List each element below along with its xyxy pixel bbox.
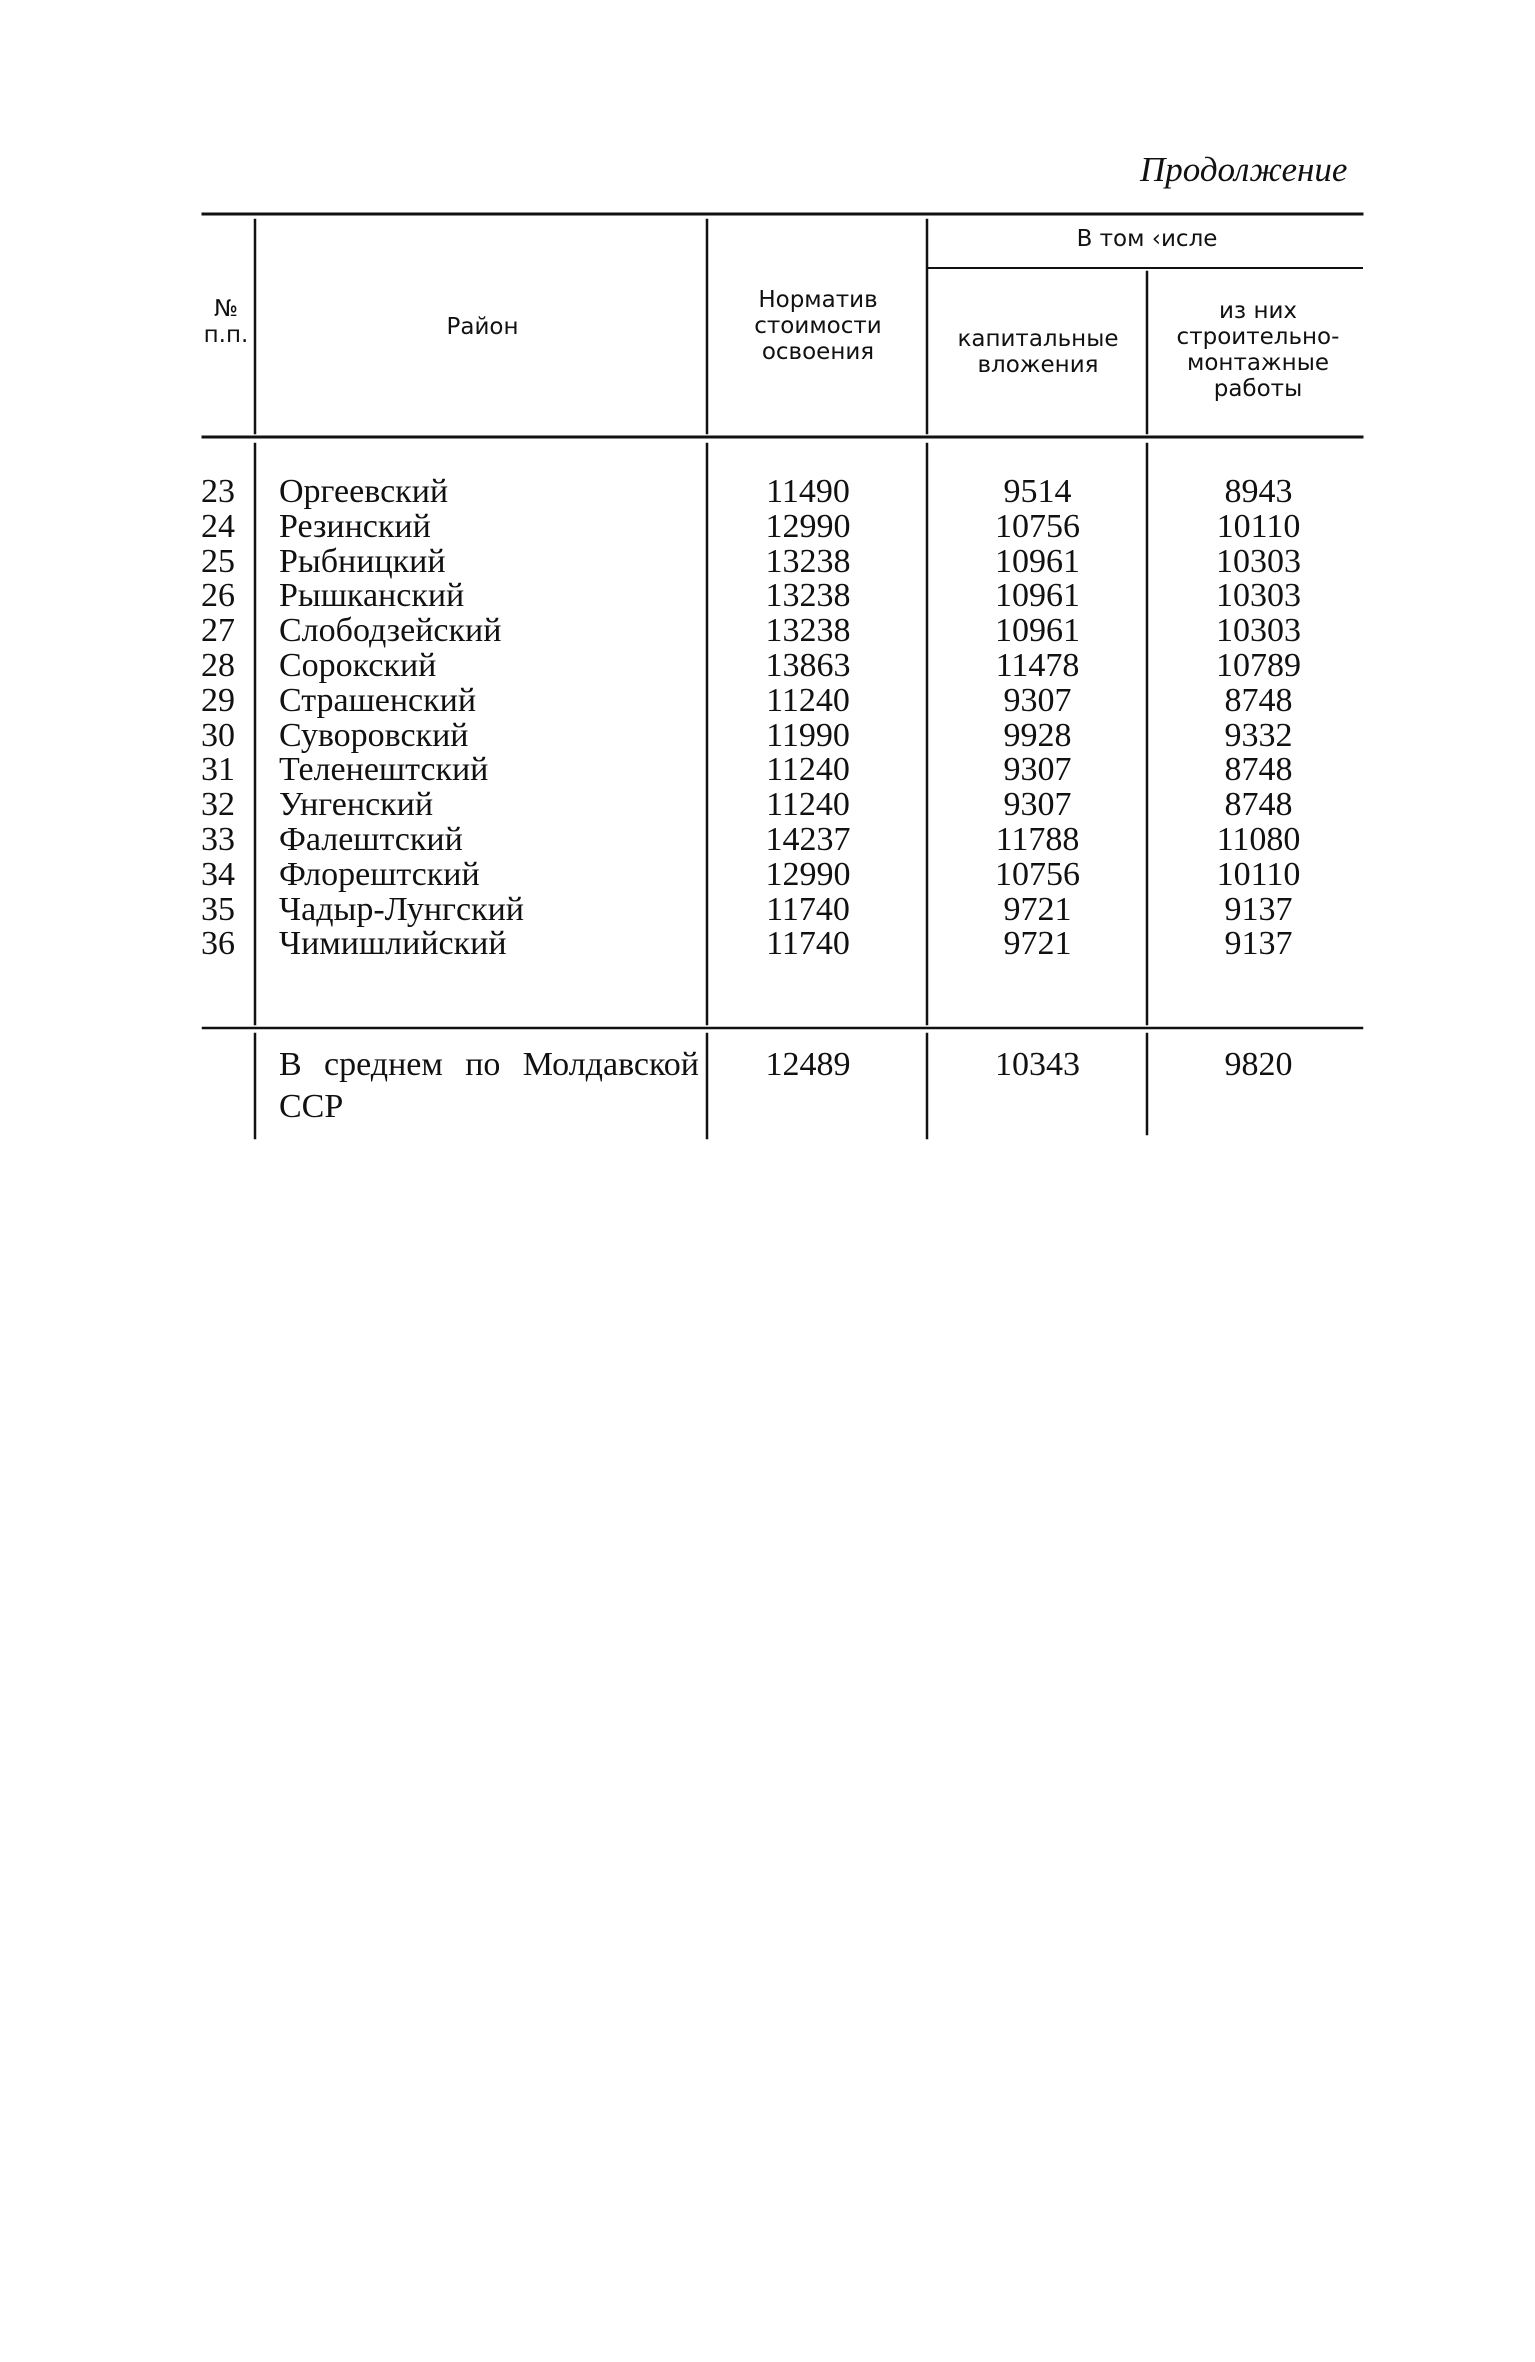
total-norm-value: 12489 [765,1046,851,1083]
capital-value: 9307 [1003,786,1072,824]
capital-value: 9721 [1003,925,1072,963]
row-number: 33 [201,820,235,858]
row-number: 27 [201,612,235,650]
norm-value: 11240 [766,786,850,824]
row-number: 32 [201,786,235,824]
district-name: Страшенский [279,681,477,719]
row-number: 34 [201,855,235,893]
norm-value: 13863 [765,646,851,684]
row-number: 36 [201,925,235,963]
smr-value: 8748 [1224,786,1293,824]
smr-value: 10789 [1216,646,1301,684]
capital-value: 9307 [1003,751,1072,789]
district-name: Сорокский [279,646,437,684]
capital-value: 9928 [1003,716,1072,754]
header-smr: из них строительно- монтажные работы [1176,298,1340,402]
header-district: Район [446,314,519,340]
district-name: Чадыр-Лунгский [279,890,525,928]
smr-value: 10110 [1216,855,1301,893]
district-name: Теленештский [279,751,489,789]
table-row [0,613,1535,648]
row-number: 24 [201,507,235,545]
smr-value: 8748 [1224,751,1293,789]
table-row [0,787,1535,822]
district-name: Чимишлийский [279,925,507,963]
norm-value: 12990 [765,507,851,545]
smr-value: 9137 [1224,925,1293,963]
table-row [0,578,1535,613]
district-name: Резинский [279,507,431,545]
smr-value: 9332 [1224,716,1293,754]
header-group: В том ‹исле [1076,226,1218,252]
header-capital: капитальные вложения [957,326,1119,378]
norm-value: 12990 [765,855,851,893]
district-name: Оргеевский [279,473,449,510]
norm-value: 11240 [766,681,850,719]
district-name: Рыбницкий [279,542,446,580]
table-row [0,892,1535,927]
norm-value: 11240 [766,751,850,789]
smr-value: 8748 [1224,681,1293,719]
capital-value: 10756 [995,855,1080,893]
table-row [0,474,1535,509]
district-name: Фалештский [279,820,463,858]
table-row [0,926,1535,961]
capital-value: 10961 [995,612,1080,650]
district-name: Рышканский [279,577,465,615]
row-number: 29 [201,681,235,719]
district-name: Флорештский [279,855,480,893]
header-norm: Норматив стоимости освоения [754,287,882,365]
table-row [0,857,1535,892]
capital-value: 10961 [995,577,1080,615]
row-number: 25 [201,542,235,580]
row-number: 35 [201,890,235,928]
row-number: 31 [201,751,235,789]
norm-value: 14237 [765,820,851,858]
smr-value: 10303 [1216,577,1301,615]
total-capital-value: 10343 [995,1046,1080,1083]
table-row [0,718,1535,753]
norm-value: 13238 [765,542,851,580]
smr-value: 11080 [1216,820,1301,858]
capital-value: 10756 [995,507,1080,545]
district-name: Слободзейский [279,612,502,650]
norm-value: 13238 [765,577,851,615]
total-row-label: В среднем по Молдавской ССР [279,1046,699,1125]
smr-value: 10110 [1216,507,1301,545]
capital-value: 11478 [995,646,1080,684]
district-name: Унгенский [279,786,434,824]
table-body [0,474,1535,961]
table-row [0,544,1535,579]
table-row [0,509,1535,544]
capital-value: 10961 [995,542,1080,580]
table-row [0,683,1535,718]
norm-value: 11990 [766,716,850,754]
table-row [0,752,1535,787]
smr-value: 10303 [1216,612,1301,650]
capital-value: 9514 [1003,473,1072,510]
row-number: 28 [201,646,235,684]
norm-value: 11740 [766,890,850,928]
norm-value: 11490 [766,473,850,510]
header-num: № п.п. [203,296,249,348]
smr-value: 9137 [1224,890,1293,928]
norm-value: 11740 [766,925,850,963]
smr-value: 10303 [1216,542,1301,580]
row-number: 23 [201,473,235,510]
capital-value: 9721 [1003,890,1072,928]
row-number: 30 [201,716,235,754]
table-row [0,822,1535,857]
total-smr-value: 9820 [1224,1046,1293,1083]
capital-value: 9307 [1003,681,1072,719]
capital-value: 11788 [995,820,1080,858]
table-row [0,648,1535,683]
norm-value: 13238 [765,612,851,650]
continuation-label: Продолжение [1140,150,1348,189]
district-name: Суворовский [279,716,469,754]
smr-value: 8943 [1224,473,1293,510]
row-number: 26 [201,577,235,615]
